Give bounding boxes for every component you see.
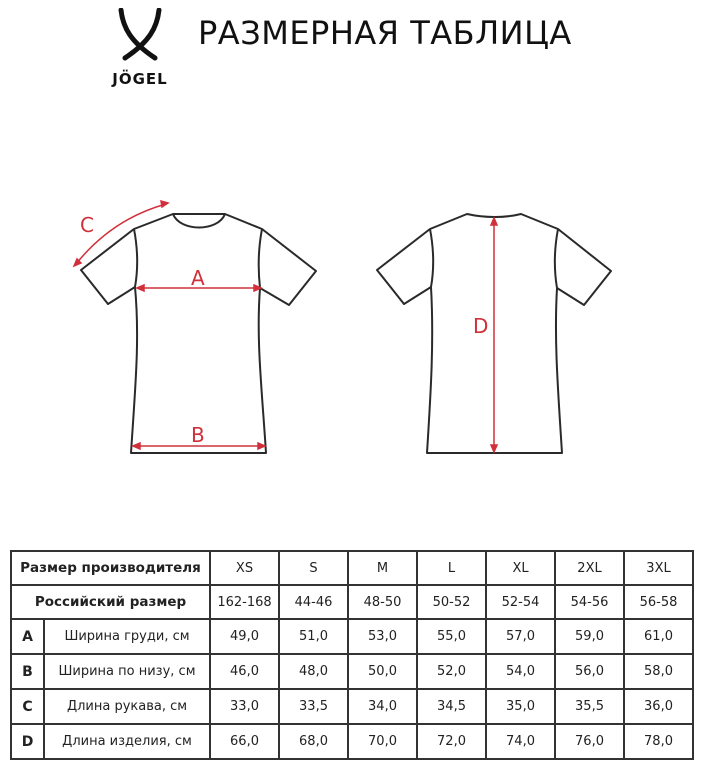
label-b: B — [191, 423, 205, 447]
value-cell: 33,5 — [279, 689, 348, 724]
value-cell: 52,0 — [417, 654, 486, 689]
russian-size-cell: 44-46 — [279, 585, 348, 619]
size-header: XS — [210, 551, 279, 585]
value-cell: 57,0 — [486, 619, 555, 654]
measurement-label: Ширина по низу, см — [44, 654, 210, 689]
value-cell: 35,0 — [486, 689, 555, 724]
value-cell: 34,5 — [417, 689, 486, 724]
manufacturer-size-label: Размер производителя — [11, 551, 210, 585]
value-cell: 46,0 — [210, 654, 279, 689]
value-cell: 74,0 — [486, 724, 555, 759]
measurement-letter: D — [11, 724, 44, 759]
value-cell: 78,0 — [624, 724, 693, 759]
value-cell: 58,0 — [624, 654, 693, 689]
value-cell: 61,0 — [624, 619, 693, 654]
russian-size-label: Российский размер — [11, 585, 210, 619]
value-cell: 50,0 — [348, 654, 417, 689]
back-tshirt-diagram — [360, 190, 640, 470]
value-cell: 49,0 — [210, 619, 279, 654]
size-header: S — [279, 551, 348, 585]
russian-size-cell: 162-168 — [210, 585, 279, 619]
brand-name: JÖGEL — [112, 70, 168, 88]
value-cell: 56,0 — [555, 654, 624, 689]
value-cell: 59,0 — [555, 619, 624, 654]
value-cell: 55,0 — [417, 619, 486, 654]
measurement-row-d — [11, 724, 693, 759]
measurement-letter: A — [11, 619, 44, 654]
label-d: D — [473, 314, 489, 338]
value-cell: 33,0 — [210, 689, 279, 724]
measurement-row-b — [11, 654, 693, 689]
size-table — [10, 550, 694, 760]
measurement-label: Ширина груди, см — [44, 619, 210, 654]
russian-size-cell: 52-54 — [486, 585, 555, 619]
value-cell: 48,0 — [279, 654, 348, 689]
russian-size-cell: 50-52 — [417, 585, 486, 619]
measurement-letter: B — [11, 654, 44, 689]
measurement-row-c — [11, 689, 693, 724]
value-cell: 54,0 — [486, 654, 555, 689]
front-tshirt-diagram — [60, 190, 340, 470]
value-cell: 35,5 — [555, 689, 624, 724]
value-cell: 51,0 — [279, 619, 348, 654]
russian-size-row — [11, 585, 693, 619]
measurement-label: Длина рукава, см — [44, 689, 210, 724]
value-cell: 66,0 — [210, 724, 279, 759]
russian-size-cell: 48-50 — [348, 585, 417, 619]
value-cell: 36,0 — [624, 689, 693, 724]
brand-logo — [100, 8, 180, 88]
label-c: C — [80, 213, 94, 237]
size-header: XL — [486, 551, 555, 585]
size-header: 2XL — [555, 551, 624, 585]
measurement-letter: C — [11, 689, 44, 724]
value-cell: 72,0 — [417, 724, 486, 759]
value-cell: 70,0 — [348, 724, 417, 759]
jogel-logo-icon — [117, 8, 163, 66]
size-header: M — [348, 551, 417, 585]
value-cell: 76,0 — [555, 724, 624, 759]
russian-size-cell: 54-56 — [555, 585, 624, 619]
measurement-row-a — [11, 619, 693, 654]
measurement-label: Длина изделия, см — [44, 724, 210, 759]
label-a: A — [191, 266, 205, 290]
russian-size-cell: 56-58 — [624, 585, 693, 619]
size-header: 3XL — [624, 551, 693, 585]
value-cell: 34,0 — [348, 689, 417, 724]
value-cell: 68,0 — [279, 724, 348, 759]
manufacturer-size-row — [11, 551, 693, 585]
size-header: L — [417, 551, 486, 585]
value-cell: 53,0 — [348, 619, 417, 654]
page-title: РАЗМЕРНАЯ ТАБЛИЦА — [198, 14, 572, 52]
